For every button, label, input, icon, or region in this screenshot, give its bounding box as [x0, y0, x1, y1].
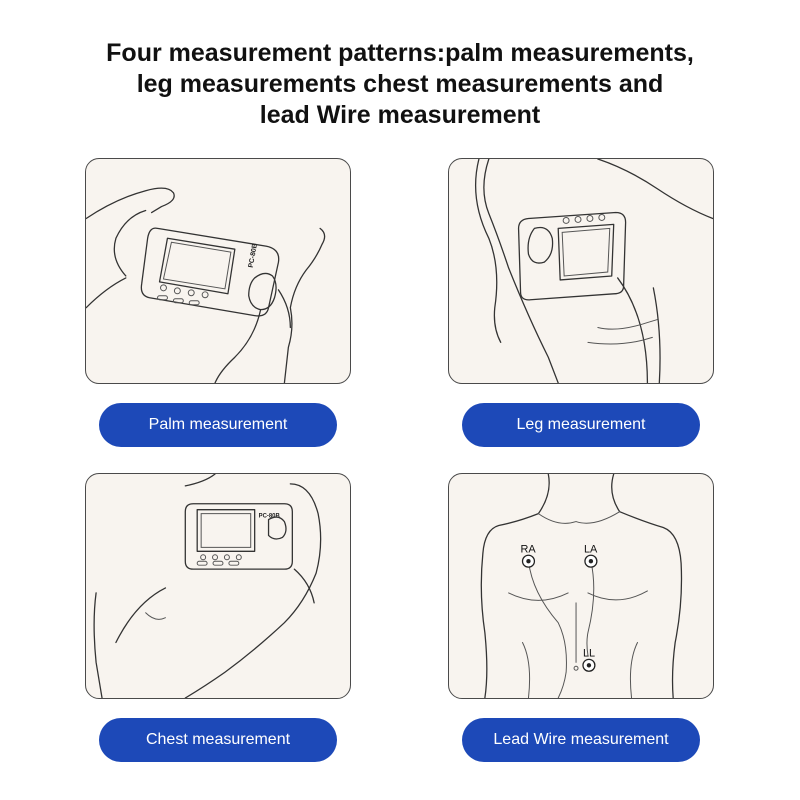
palm-illustration-svg	[86, 159, 350, 383]
electrode-ll-label: LL	[582, 647, 596, 660]
ecg-device	[185, 504, 292, 569]
leg-outline	[484, 159, 558, 383]
lead-wire-measurement-illustration	[448, 473, 714, 699]
electrode-ra	[521, 543, 537, 567]
chest-measurement-illustration	[85, 473, 351, 699]
title-line-2: leg measurements chest measurements and	[136, 70, 664, 98]
ecg-device	[519, 213, 626, 300]
title-line-3: lead Wire measurement	[259, 101, 541, 129]
hand	[185, 484, 320, 698]
electrode-la	[584, 543, 598, 567]
lead-wire-measurement-button[interactable]: Lead Wire measurement	[462, 718, 700, 762]
electrode-la-label: LA	[583, 543, 598, 556]
title-line-1: Four measurement patterns:palm measurements,	[106, 39, 694, 67]
leg-illustration-svg	[449, 159, 713, 383]
chest-illustration-svg	[86, 474, 350, 698]
electrode-ll	[583, 647, 595, 671]
body-outline	[94, 474, 215, 698]
lead-wire-illustration-svg	[449, 474, 713, 698]
device-model-text: PC-80B	[247, 242, 259, 269]
ecg-device	[141, 228, 278, 316]
right-hand	[284, 228, 324, 383]
page-title	[40, 38, 760, 131]
leg-measurement-illustration	[448, 158, 714, 384]
palm-measurement-button[interactable]: Palm measurement	[99, 403, 337, 447]
chest-measurement-button[interactable]: Chest measurement	[99, 718, 337, 762]
electrode-ra-label: RA	[520, 543, 536, 556]
device-model-text: PC-80B	[258, 513, 280, 520]
leg-measurement-button[interactable]: Leg measurement	[462, 403, 700, 447]
torso-outline	[481, 474, 549, 698]
palm-measurement-illustration	[85, 158, 351, 384]
hand	[476, 159, 501, 342]
